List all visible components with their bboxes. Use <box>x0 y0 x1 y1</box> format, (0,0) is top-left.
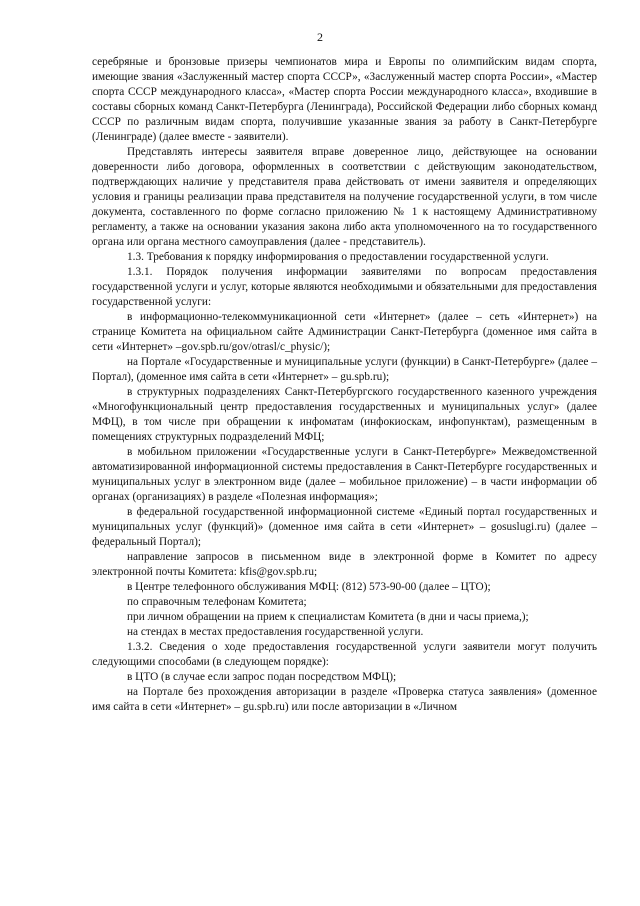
paragraph: Представлять интересы заявителя вправе доверенное лицо, действующее на основании доверенности либо договора, оформленных в соответствии с действующим законодательством, подтверждающих наличие у представителя права действовать от имени заявителя и определяющих условия и границы реализации права представителя на получение государственной услуги, в том числе документа, составленного по форме согласно приложению № 1 к настоящему Административному регламенту, а также на основании указания закона либо акта уполномоченного на то государственного органа или органа местного самоуправления (далее - представитель). <box>92 146 597 248</box>
document-body <box>92 55 597 715</box>
paragraph: направление запросов в письменном виде в электронной форме в Комитет по адресу электронной почты Комитета: kfis@gov.spb.ru; <box>92 551 597 578</box>
paragraph: 1.3. Требования к порядку информирования о предоставлении государственной услуги. <box>127 251 549 263</box>
paragraph: серебряные и бронзовые призеры чемпионатов мира и Европы по олимпийским видам спорта, имеющие звания «Заслуженный мастер спорта СССР», «Заслуженный мастер спорта России», «Мастер спорта СССР международного класса», «Мастер спорта России международного класса», входившие в составы сборных команд Санкт-Петербурга (Ленинграда), Российской Федерации либо сборных команд СССР по различным видам спорта, получившие указанные звания за работу в Санкт-Петербурге (Ленинграде) (далее вместе - заявители). <box>92 56 597 143</box>
paragraph: в информационно-телекоммуникационной сети «Интернет» (далее – сеть «Интернет») на странице Комитета на официальном сайте Администрации Санкт-Петербурга (доменное имя сайта в сети «Интернет» –gov.spb.ru/gov/otrasl/c_physic/); <box>92 311 597 353</box>
paragraph: в Центре телефонного обслуживания МФЦ: (812) 573-90-00 (далее – ЦТО); <box>127 581 491 593</box>
paragraph: в ЦТО (в случае если запрос подан посредством МФЦ); <box>127 671 397 683</box>
paragraph: 1.3.1. Порядок получения информации заявителями по вопросам предоставления государственной услуги и услуг, которые являются необходимыми и обязательными для предоставления государственной услуги: <box>92 266 597 308</box>
paragraph: на Портале «Государственные и муниципальные услуги (функции) в Санкт-Петербурге» (далее – Портал), (доменное имя сайта в сети «Интернет» – gu.spb.ru); <box>92 356 597 383</box>
paragraph: 1.3.2. Сведения о ходе предоставления государственной услуги заявители могут получить следующими способами (в следующем порядке): <box>92 641 597 668</box>
paragraph: при личном обращении на прием к специалистам Комитета (в дни и часы приема,); <box>127 611 529 623</box>
paragraph: на стендах в местах предоставления государственной услуги. <box>127 626 424 638</box>
page-number: 2 <box>317 30 323 44</box>
paragraph: в структурных подразделениях Санкт-Петербургского государственного казенного учреждения «Многофункциональный центр предоставления государственных и муниципальных услуг» (далее МФЦ), в том числе при обращении к инфоматам (инфокиоскам, инфопунктам), размещенным в помещениях структурных подразделений МФЦ; <box>92 386 597 443</box>
paragraph: на Портале без прохождения авторизации в разделе «Проверка статуса заявления» (доменное имя сайта в сети «Интернет» – gu.spb.ru) или после авторизации в «Личном <box>92 686 597 713</box>
paragraph: по справочным телефонам Комитета; <box>127 596 307 608</box>
paragraph: в федеральной государственной информационной системе «Единый портал государственных и муниципальных услуг (функций)» (доменное имя сайта в сети «Интернет» – gosuslugi.ru) (далее – федеральный Портал); <box>92 506 597 548</box>
paragraph: в мобильном приложении «Государственные услуги в Санкт-Петербурге» Межведомственной автоматизированной информационной системы предоставления в Санкт-Петербурге государственных и муниципальных услуг в электронном виде (далее – мобильное приложение) – в части информации об органах (организациях) в разделе «Полезная информация»; <box>92 446 597 503</box>
